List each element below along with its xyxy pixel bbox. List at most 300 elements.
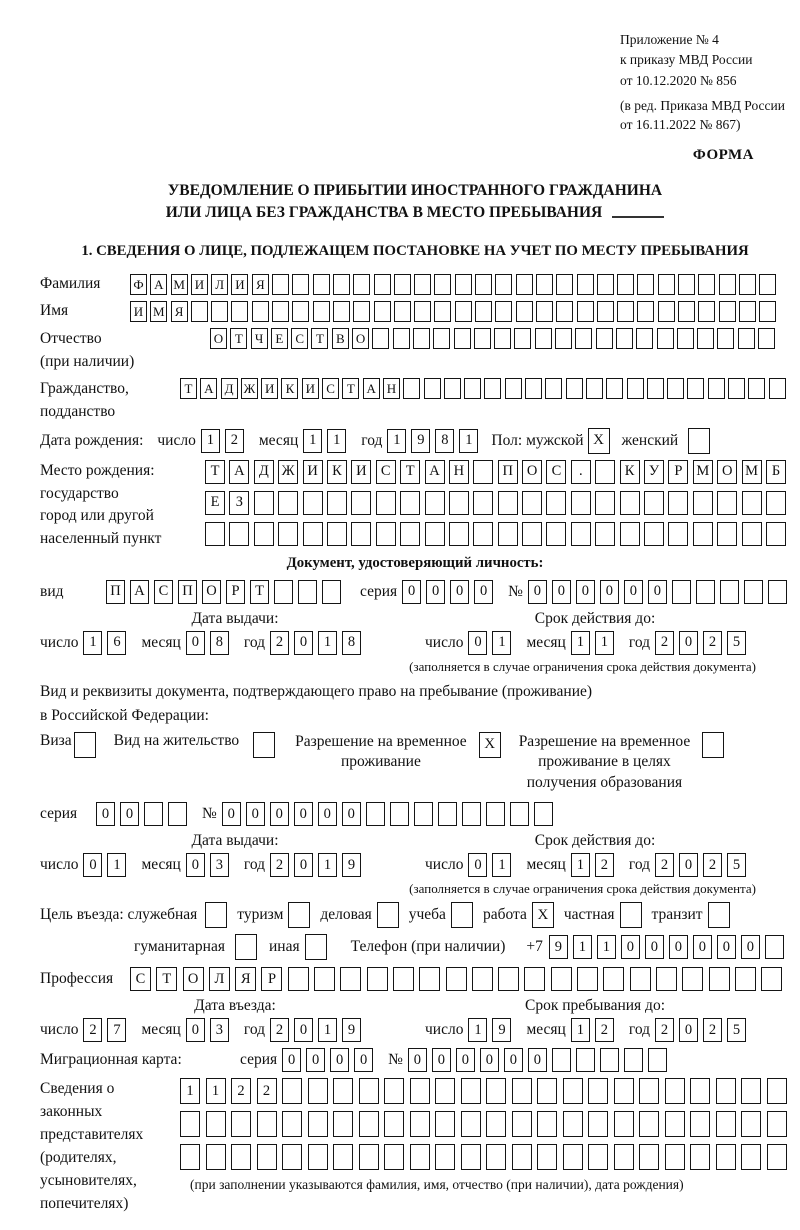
form-cell: [665, 1078, 685, 1104]
form-cell: [410, 1111, 430, 1137]
form-cell: И: [130, 301, 147, 322]
forma-label: ФОРМА: [692, 146, 754, 163]
form-cell: [231, 1111, 251, 1137]
identity-valid-year: [655, 631, 751, 655]
form-cell: 0: [342, 802, 361, 826]
form-cell: [767, 1078, 787, 1104]
form-cell: [678, 274, 695, 295]
sex-female-checkbox: [688, 428, 710, 454]
sex-male-checkbox: [588, 428, 610, 454]
form-cell: [205, 902, 227, 928]
form-cell: [614, 1144, 634, 1170]
form-cell: [728, 378, 745, 399]
form-cell: [314, 967, 335, 991]
form-cell: [512, 1111, 532, 1137]
form-cell: 0: [624, 580, 643, 604]
form-cell: А: [363, 378, 380, 399]
form-cell: [698, 274, 715, 295]
purpose-label: деловая: [320, 906, 372, 924]
form-cell: [741, 1144, 761, 1170]
form-cell: [597, 274, 614, 295]
form-cell: [74, 732, 96, 758]
form-cell: [644, 491, 664, 515]
form-cell: [475, 274, 492, 295]
form-cell: Р: [668, 460, 688, 484]
form-cell: [595, 491, 615, 515]
edition-line: (в ред. Приказа МВД России: [620, 97, 785, 113]
form-cell: 6: [107, 631, 126, 655]
form-cell: [665, 1111, 685, 1137]
form-cell: 1: [571, 631, 590, 655]
citizenship-label: Гражданство, подданство: [40, 379, 129, 420]
form-cell: [292, 274, 309, 295]
form-cell: А: [200, 378, 217, 399]
temp-residence-edu-option: [519, 732, 725, 795]
residence-doc-intro2: в Российской Федерации:: [40, 706, 209, 724]
form-cell: [522, 522, 542, 546]
birth-place-block: [40, 460, 790, 553]
form-cell: [272, 274, 289, 295]
phone-cells: [549, 935, 789, 959]
form-cell: [435, 1144, 455, 1170]
day-label: число: [40, 1021, 79, 1039]
form-cell: 0: [186, 631, 205, 655]
form-cell: А: [229, 460, 249, 484]
form-cell: [451, 902, 473, 928]
form-cell: [377, 902, 399, 928]
form-cell: 0: [294, 853, 313, 877]
form-cell: 0: [474, 580, 493, 604]
form-cell: И: [351, 460, 371, 484]
form-cell: Е: [205, 491, 225, 515]
form-cell: И: [191, 274, 208, 295]
form-cell: [384, 1078, 404, 1104]
month-label: месяц: [258, 431, 299, 449]
form-cell: 1: [571, 853, 590, 877]
form-cell: [759, 301, 776, 322]
birth-place-label: Место рождения: государство город или другой населенный пункт: [40, 461, 162, 548]
form-cell: [372, 328, 389, 349]
form-cell: [656, 967, 677, 991]
form-cell: К: [620, 460, 640, 484]
form-cell: Т: [180, 378, 197, 399]
form-cell: [717, 328, 734, 349]
form-cell: [434, 301, 451, 322]
form-cell: [425, 522, 445, 546]
form-cell: [658, 301, 675, 322]
form-cell: [410, 1144, 430, 1170]
form-cell: [308, 1111, 328, 1137]
form-cell: 2: [270, 631, 289, 655]
form-cell: 0: [679, 853, 698, 877]
form-cell: 0: [294, 802, 313, 826]
form-cell: [690, 1111, 710, 1137]
form-cell: О: [202, 580, 221, 604]
form-cell: 2: [83, 1018, 102, 1042]
form-cell: 1: [595, 631, 614, 655]
sex-female-label: женский: [621, 431, 679, 449]
form-cell: И: [231, 274, 248, 295]
form-cell: [525, 378, 542, 399]
form-cell: 0: [282, 1048, 301, 1072]
residence-permit-option: [114, 732, 276, 758]
purpose-other-checkbox: [305, 934, 327, 960]
identity-doc-type-row: [40, 580, 790, 604]
form-cell: 0: [294, 631, 313, 655]
form-cell: 5: [727, 853, 746, 877]
birth-date-label: Дата рождения:: [40, 431, 144, 449]
form-cell: [658, 274, 675, 295]
form-cell: Д: [254, 460, 274, 484]
year-label: год: [243, 1021, 266, 1039]
residence-dates-row: [40, 853, 790, 877]
form-cell: [486, 1144, 506, 1170]
form-cell: 0: [186, 1018, 205, 1042]
purpose-business-checkbox: [377, 902, 399, 928]
residence-doc-series-row: [40, 802, 790, 826]
migration-number-cells: [408, 1048, 672, 1072]
form-cell: [537, 1111, 557, 1137]
identity-doc-heading: Документ, удостоверяющий личность:: [286, 554, 544, 571]
form-title-line2: ИЛИ ЛИЦА БЕЗ ГРАЖДАНСТВА В МЕСТО ПРЕБЫВАНИЯ: [40, 202, 790, 224]
purpose-label: работа: [482, 906, 527, 924]
form-cell: [473, 522, 493, 546]
form-cell: Б: [766, 460, 786, 484]
form-cell: 0: [318, 802, 337, 826]
form-cell: [759, 274, 776, 295]
form-cell: [571, 491, 591, 515]
appendix-header: [620, 30, 790, 91]
form-cell: Е: [271, 328, 288, 349]
migration-card-label: Миграционная карта:: [40, 1051, 182, 1069]
form-cell: И: [303, 460, 323, 484]
form-cell: О: [210, 328, 227, 349]
form-cell: [254, 522, 274, 546]
purpose-humanitarian-label: гуманитарная: [134, 938, 225, 956]
month-label: месяц: [526, 1021, 566, 1039]
form-cell: М: [150, 301, 167, 322]
migration-number-label: №: [388, 1051, 403, 1069]
form-cell: 1: [597, 935, 616, 959]
residence-issue-day: [83, 853, 131, 877]
edition-header: [620, 96, 790, 135]
form-cell: И: [261, 378, 278, 399]
form-cell: Д: [221, 378, 238, 399]
form-cell: [668, 522, 688, 546]
form-cell: 0: [330, 1048, 349, 1072]
form-cell: 1: [318, 853, 337, 877]
form-cell: 0: [645, 935, 664, 959]
form-cell: 0: [717, 935, 736, 959]
form-cell: П: [498, 460, 518, 484]
form-cell: [720, 580, 739, 604]
form-cell: [537, 1078, 557, 1104]
form-cell: X: [588, 428, 610, 454]
form-cell: [693, 522, 713, 546]
form-cell: Ч: [251, 328, 268, 349]
residence-permit-checkbox: [253, 732, 275, 758]
form-cell: [486, 1078, 506, 1104]
form-cell: [461, 1111, 481, 1137]
form-cell: [449, 491, 469, 515]
form-cell: [351, 491, 371, 515]
form-cell: [614, 1078, 634, 1104]
residence-valid-heading: Срок действия до:: [534, 832, 656, 850]
form-cell: 2: [595, 1018, 614, 1042]
name-cells: [130, 301, 780, 322]
form-cell: [288, 902, 310, 928]
appendix-line: к приказу МВД России: [620, 52, 753, 68]
form-cell: [282, 1144, 302, 1170]
form-cell: 2: [257, 1078, 277, 1104]
form-cell: 1: [468, 1018, 487, 1042]
entry-month: [186, 1018, 234, 1042]
form-cell: [303, 522, 323, 546]
form-cell: [333, 274, 350, 295]
form-cell: [384, 1111, 404, 1137]
form-cell: 2: [703, 853, 722, 877]
form-cell: [433, 328, 450, 349]
day-label: число: [40, 633, 79, 651]
form-cell: [577, 274, 594, 295]
purpose-work-checkbox: [532, 902, 554, 928]
form-cell: 1: [318, 631, 337, 655]
form-cell: [353, 301, 370, 322]
form-cell: [376, 491, 396, 515]
form-cell: 0: [528, 580, 547, 604]
representatives-row3: [180, 1144, 792, 1170]
identity-issue-heading: Дата выдачи:: [191, 609, 279, 627]
residence-issue-year: [270, 853, 366, 877]
form-cell: [603, 967, 624, 991]
form-cell: [472, 967, 493, 991]
form-cell: 0: [432, 1048, 451, 1072]
form-cell: [717, 491, 737, 515]
form-cell: 0: [306, 1048, 325, 1072]
sex-label: Пол: мужской: [491, 431, 584, 449]
identity-valid-month: [571, 631, 619, 655]
representatives-block: [40, 1078, 790, 1216]
form-cell: [739, 301, 756, 322]
form-cell: Я: [252, 274, 269, 295]
form-cell: [333, 1078, 353, 1104]
profession-cells: [130, 967, 787, 991]
form-cell: 3: [210, 1018, 229, 1042]
form-cell: 0: [96, 802, 115, 826]
purpose-private-checkbox: [620, 902, 642, 928]
form-cell: 1: [327, 429, 346, 453]
identity-issue-month: [186, 631, 234, 655]
entry-date: [40, 1018, 425, 1042]
form-cell: [374, 274, 391, 295]
residence-validity-note: (заполняется в случае ограничения срока действия документа): [409, 881, 756, 897]
visa-checkbox: [74, 732, 96, 758]
form-cell: [461, 1144, 481, 1170]
migration-card-row: [40, 1048, 790, 1072]
form-cell: [709, 967, 730, 991]
representatives-label: Сведения о законных представителях (родителях, усыновителях, попечителях): [40, 1080, 144, 1213]
form-cell: Ж: [241, 378, 258, 399]
form-cell: [400, 522, 420, 546]
form-cell: [282, 1111, 302, 1137]
form-cell: 0: [480, 1048, 499, 1072]
birth-month-cells: [303, 429, 351, 453]
form-cell: О: [522, 460, 542, 484]
form-cell: [767, 1144, 787, 1170]
surname-cells: [130, 274, 780, 295]
entry-date-headings: [40, 997, 790, 1015]
year-label: год: [361, 431, 383, 449]
form-cell: [617, 274, 634, 295]
form-cell: [205, 522, 225, 546]
year-label: год: [628, 856, 651, 874]
form-cell: [668, 491, 688, 515]
identity-issue-date: [40, 631, 425, 655]
day-label: число: [157, 431, 196, 449]
purpose-transit-checkbox: [708, 902, 730, 928]
form-cell: [577, 301, 594, 322]
form-cell: [394, 301, 411, 322]
form-cell: [697, 328, 714, 349]
day-label: число: [425, 856, 464, 874]
form-cell: [588, 1111, 608, 1137]
phone-label: Телефон (при наличии): [350, 938, 506, 956]
identity-issue-year: [270, 631, 366, 655]
form-cell: [586, 378, 603, 399]
form-cell: [235, 934, 257, 960]
form-cell: 0: [402, 580, 421, 604]
form-cell: [168, 802, 187, 826]
form-cell: [693, 491, 713, 515]
form-cell: [494, 328, 511, 349]
form-cell: К: [281, 378, 298, 399]
form-cell: 0: [456, 1048, 475, 1072]
phone-prefix: +7: [526, 938, 543, 956]
form-cell: [272, 301, 289, 322]
form-cell: [305, 934, 327, 960]
form-cell: [665, 1144, 685, 1170]
form-cell: [545, 378, 562, 399]
form-cell: [552, 1048, 571, 1072]
form-cell: [327, 522, 347, 546]
form-cell: Н: [449, 460, 469, 484]
form-cell: 2: [231, 1078, 251, 1104]
appendix-line: Приложение № 4: [620, 32, 719, 47]
form-cell: [595, 522, 615, 546]
form-cell: [769, 378, 786, 399]
form-cell: [657, 328, 674, 349]
form-cell: 9: [342, 853, 361, 877]
identity-type-cells: [106, 580, 346, 604]
form-cell: [606, 378, 623, 399]
form-cell: 0: [621, 935, 640, 959]
birth-place-row1: [205, 460, 790, 484]
form-cell: [768, 580, 787, 604]
form-cell: [510, 802, 529, 826]
form-cell: 0: [648, 580, 667, 604]
form-cell: 1: [206, 1078, 226, 1104]
form-cell: И: [302, 378, 319, 399]
form-cell: 2: [270, 853, 289, 877]
form-cell: 1: [571, 1018, 590, 1042]
form-cell: [644, 522, 664, 546]
day-label: число: [40, 856, 79, 874]
form-cell: [498, 522, 518, 546]
form-cell: 1: [83, 631, 102, 655]
form-cell: 0: [354, 1048, 373, 1072]
form-cell: [144, 802, 163, 826]
form-cell: [353, 274, 370, 295]
form-cell: [595, 460, 615, 484]
purpose-tourism-checkbox: [288, 902, 310, 928]
form-cell: [719, 274, 736, 295]
form-cell: [702, 732, 724, 758]
form-cell: [546, 491, 566, 515]
form-cell: [716, 1144, 736, 1170]
form-cell: [400, 491, 420, 515]
form-cell: [639, 1078, 659, 1104]
form-cell: 0: [528, 1048, 547, 1072]
patronymic-cells: [210, 328, 778, 349]
identity-valid-day: [468, 631, 516, 655]
form-cell: [524, 967, 545, 991]
temp-residence-option: [295, 732, 501, 774]
representatives-row1: [180, 1078, 792, 1104]
patronymic-label: Отчество (при наличии): [40, 329, 135, 370]
form-cell: [637, 274, 654, 295]
form-cell: О: [717, 460, 737, 484]
year-label: год: [628, 1021, 651, 1039]
form-cell: [696, 580, 715, 604]
form-cell: [556, 274, 573, 295]
form-cell: Т: [205, 460, 225, 484]
form-cell: [672, 580, 691, 604]
form-cell: [282, 1078, 302, 1104]
year-label: год: [243, 633, 266, 651]
form-cell: [551, 967, 572, 991]
section1-heading: 1. СВЕДЕНИЯ О ЛИЦЕ, ПОДЛЕЖАЩЕМ ПОСТАНОВКЕ НА УЧЕТ ПО МЕСТУ ПРЕБЫВАНИЯ: [81, 242, 749, 259]
form-cell: [206, 1111, 226, 1137]
form-cell: [495, 301, 512, 322]
patronymic-row: [40, 328, 790, 374]
form-cell: [359, 1144, 379, 1170]
form-cell: [588, 1144, 608, 1170]
birth-year-cells: [387, 429, 483, 453]
form-cell: [455, 301, 472, 322]
birth-place-cells: [205, 460, 790, 553]
temp-residence-edu-label: Разрешение на временное проживание в целях получения образования: [518, 732, 691, 792]
form-cell: О: [352, 328, 369, 349]
form-cell: А: [425, 460, 445, 484]
form-cell: 0: [552, 580, 571, 604]
surname-label: Фамилия: [40, 275, 101, 293]
form-cell: 2: [270, 1018, 289, 1042]
form-cell: 1: [180, 1078, 200, 1104]
form-cell: [376, 522, 396, 546]
form-cell: [274, 580, 293, 604]
form-cell: 0: [679, 1018, 698, 1042]
form-cell: [512, 1144, 532, 1170]
entry-year: [270, 1018, 366, 1042]
form-cell: [327, 491, 347, 515]
form-cell: [596, 328, 613, 349]
purpose-label: туризм: [237, 906, 284, 924]
form-cell: [257, 1144, 277, 1170]
form-cell: [505, 378, 522, 399]
form-cell: У: [644, 460, 664, 484]
form-cell: 9: [492, 1018, 511, 1042]
form-cell: 2: [655, 1018, 674, 1042]
